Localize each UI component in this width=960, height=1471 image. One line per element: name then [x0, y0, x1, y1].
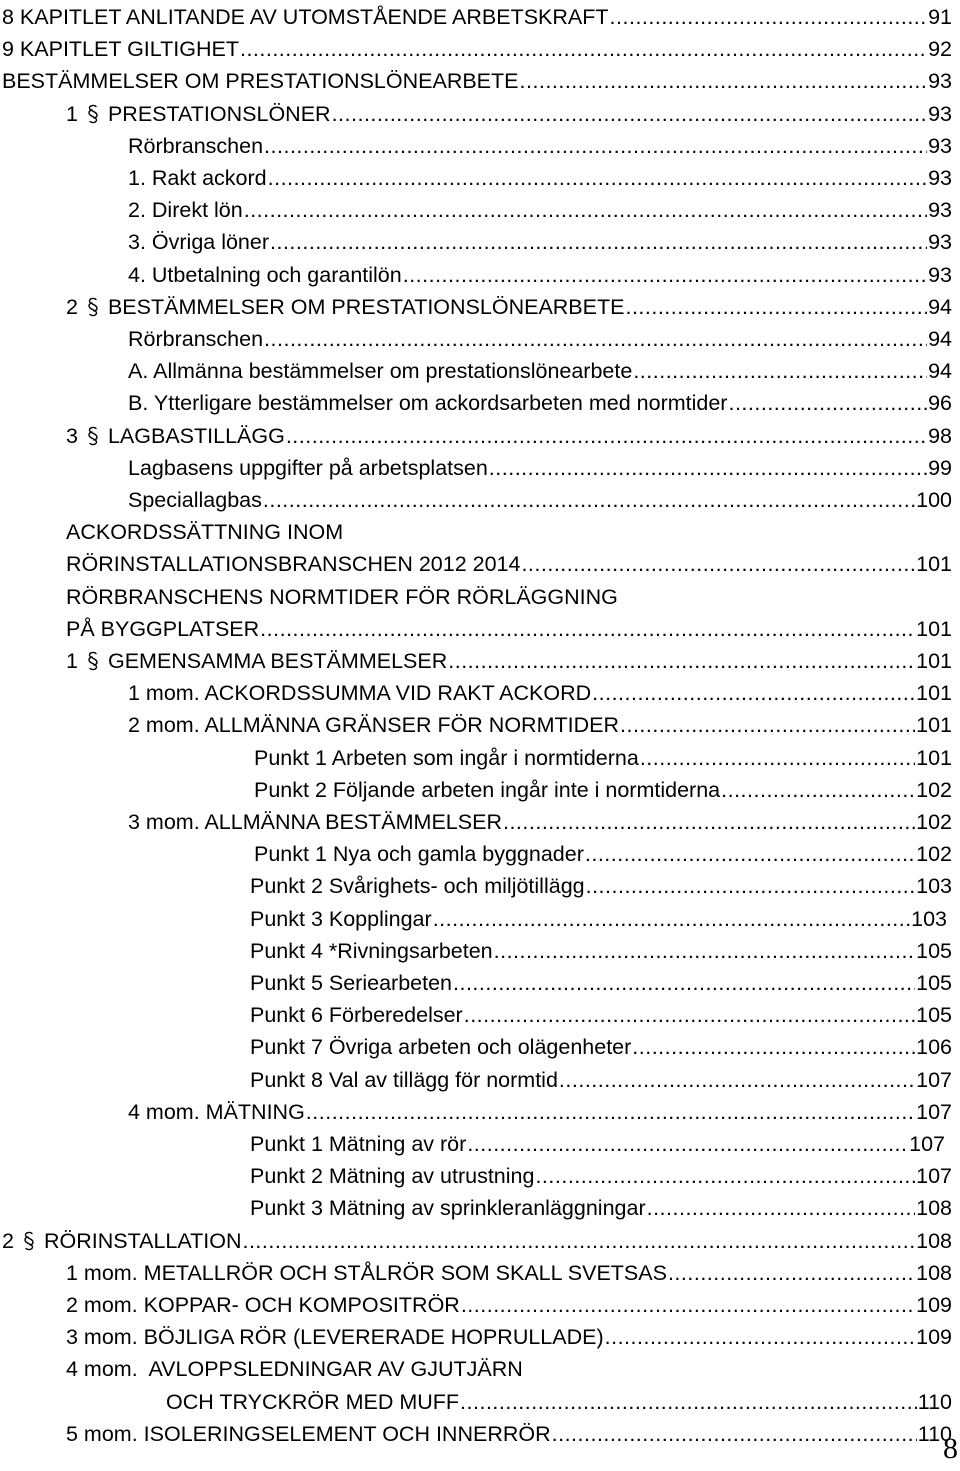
toc-entry — [66, 646, 952, 678]
toc-entry-label — [250, 1000, 463, 1030]
dot-leader — [260, 614, 915, 644]
toc-entry-title: BESTÄMMELSER OM PRESTATIONSLÖNEARBETE — [2, 69, 519, 94]
toc-entry — [66, 1419, 952, 1451]
toc-entry-title: Punkt 3 Kopplingar — [250, 906, 432, 931]
toc-entry-label — [66, 614, 259, 644]
dot-leader — [460, 1387, 917, 1417]
toc-entry — [250, 936, 952, 968]
toc-entry-label — [250, 1129, 466, 1159]
toc-entry — [250, 1129, 945, 1161]
dot-leader — [489, 453, 927, 483]
toc-entry — [254, 839, 952, 871]
toc-entry-title: 4 mom. AVLOPPSLEDNINGAR AV GJUTJÄRN — [66, 1357, 523, 1382]
toc-entry-title: 2. Direkt lön — [128, 198, 243, 223]
dot-leader — [403, 260, 927, 290]
dot-leader — [286, 421, 927, 451]
toc-entry — [166, 1387, 952, 1419]
dot-leader — [632, 1032, 915, 1062]
toc-entry — [128, 131, 952, 163]
toc-entry-label — [66, 1322, 604, 1352]
toc-entry-label — [66, 1290, 460, 1320]
toc-entry — [66, 1290, 952, 1322]
toc-entry-title: Punkt 5 Seriearbeten — [250, 971, 452, 995]
section-sign-icon — [84, 103, 102, 125]
dot-leader — [467, 1129, 908, 1159]
toc-entry — [250, 1193, 952, 1225]
toc-entry-label — [250, 1161, 534, 1191]
toc-entry-label — [250, 871, 585, 901]
toc-entry-label — [2, 1226, 241, 1256]
toc-entry-title: PÅ BYGGPLATSER — [66, 616, 260, 641]
toc-entry — [66, 1322, 952, 1354]
toc-entry — [2, 1226, 952, 1258]
toc-entry-title: Lagbasens uppgifter på arbetsplatsen — [128, 455, 488, 480]
dot-leader — [592, 678, 915, 708]
dot-leader — [620, 710, 915, 740]
toc-entry-label — [128, 678, 591, 708]
dot-leader — [647, 1193, 916, 1223]
toc-entry-label — [128, 807, 502, 837]
toc-entry — [128, 324, 952, 356]
toc-entry — [128, 388, 952, 420]
dot-leader — [306, 1097, 915, 1127]
toc-entry-label — [66, 292, 624, 322]
toc-entry-title: Rörbranschen — [128, 327, 264, 351]
toc-entry — [66, 421, 952, 453]
toc-entry-page: 93 — [928, 166, 952, 190]
dot-leader — [448, 646, 915, 676]
toc-entry-label — [66, 99, 331, 129]
toc-entry-page: 107 — [916, 1164, 952, 1189]
dot-leader — [728, 388, 927, 418]
toc-entry-page: 108 — [916, 1260, 952, 1285]
toc-entry-title: 3 mom. BÖJLIGA RÖR (LEVERERADE HOPRULLADE) — [66, 1325, 604, 1350]
toc-entry-label — [128, 195, 243, 225]
toc-entry — [250, 871, 952, 903]
dot-leader — [263, 485, 915, 515]
toc-entry-page: 109 — [916, 1293, 952, 1317]
toc-entry-page: 110 — [917, 1421, 952, 1446]
toc-entry — [250, 968, 952, 1000]
dot-leader — [535, 1161, 915, 1191]
toc-entry-page: 107 — [909, 1132, 945, 1156]
toc-entry-page: 109 — [916, 1325, 952, 1350]
toc-entry-title: Punkt 2 Följande arbeten ingår inte i normtiderna — [254, 777, 721, 802]
toc-entry-label — [66, 517, 343, 547]
toc-entry-title: PRESTATIONSLÖNER — [107, 101, 331, 126]
toc-entry-page: 93 — [928, 69, 952, 94]
toc-entry-page: 101 — [916, 552, 952, 577]
toc-entry-page: 105 — [916, 1003, 952, 1028]
toc-entry-title: 1 mom. ACKORDSSUMMA VID RAKT ACKORD — [128, 681, 592, 706]
dot-leader — [494, 936, 916, 966]
toc-entry-title: B. Ytterligare bestämmelser om ackordsarbeten med normtider — [128, 391, 728, 416]
toc-entry-label — [166, 1387, 459, 1417]
toc-entry — [250, 1000, 952, 1032]
dot-leader — [264, 324, 927, 354]
toc-entry-label — [254, 775, 720, 805]
toc-entry-page: 92 — [928, 37, 952, 62]
toc-entry-title: RÖRINSTALLATIONSBRANSCHEN 2012 2014 — [66, 552, 521, 577]
toc-entry-title: 2 mom. KOPPAR- OCH KOMPOSITRÖR — [66, 1293, 460, 1317]
toc-entry-label — [128, 163, 267, 193]
toc-entry — [66, 292, 952, 324]
dot-leader — [244, 195, 927, 225]
toc-entry-page: 102 — [916, 810, 952, 834]
dot-leader — [268, 163, 927, 193]
toc-entry-label — [250, 1065, 558, 1095]
dot-leader — [640, 743, 915, 773]
toc-entry — [66, 517, 952, 549]
toc-entry — [66, 99, 952, 131]
toc-entry-page: 101 — [916, 745, 952, 770]
toc-entry-label — [128, 356, 632, 386]
toc-entry-label — [2, 66, 519, 96]
toc-entry — [128, 260, 952, 292]
toc-entry-title: BESTÄMMELSER OM PRESTATIONSLÖNEARBETE — [107, 294, 625, 319]
toc-entry-page: 106 — [916, 1035, 952, 1060]
toc-entry — [128, 453, 952, 485]
toc-entry-title: Punkt 1 Arbeten som ingår i normtiderna — [254, 745, 639, 770]
section-sign-icon — [20, 1230, 38, 1252]
dot-leader — [605, 1322, 915, 1352]
toc-entry-title: RÖRINSTALLATION — [43, 1228, 242, 1253]
toc-entry — [128, 807, 952, 839]
toc-entry-page: 107 — [916, 1067, 952, 1092]
toc-entry — [2, 34, 952, 66]
toc-entry-page: 107 — [916, 1099, 952, 1124]
toc-entry-page: 96 — [928, 391, 952, 416]
toc-entry-page: 105 — [916, 938, 952, 963]
toc-entry-title: Rörbranschen — [128, 133, 264, 158]
toc-entry-number: 1 — [66, 101, 78, 126]
toc-entry-number: 2 — [66, 294, 78, 319]
toc-entry-title: Punkt 4 *Rivningsarbeten — [250, 938, 493, 963]
toc-entry — [2, 2, 952, 34]
toc-entry-page: 105 — [916, 971, 952, 995]
toc-entry-title: 4. Utbetalning och garantilön — [128, 262, 402, 287]
toc-entry-page: 93 — [928, 198, 952, 223]
toc-entry-page: 93 — [928, 101, 952, 126]
toc-entry-page: 108 — [916, 1228, 952, 1253]
toc-entry-title: Punkt 6 Förberedelser — [250, 1003, 463, 1028]
toc-entry-label — [66, 549, 520, 579]
toc-entry-title: 3 mom. ALLMÄNNA BESTÄMMELSER — [128, 810, 502, 834]
dot-leader — [586, 871, 916, 901]
toc-entry-title: 9 KAPITLET GILTIGHET — [2, 37, 239, 62]
dot-leader — [332, 99, 928, 129]
toc-entry-page: 93 — [928, 133, 952, 158]
toc-entry-title: Punkt 8 Val av tillägg för normtid — [250, 1067, 558, 1092]
toc-entry-label — [250, 1032, 631, 1062]
toc-entry-page: 100 — [916, 488, 952, 512]
toc-entry-title: Punkt 7 Övriga arbeten och olägenheter — [250, 1035, 632, 1060]
dot-leader — [270, 227, 927, 257]
dot-leader — [633, 356, 927, 386]
toc-entry-title: 2 mom. ALLMÄNNA GRÄNSER FÖR NORMTIDER — [128, 713, 619, 738]
toc-entry-page: 102 — [916, 777, 952, 802]
toc-entry-title: Punkt 1 Mätning av rör — [250, 1132, 467, 1156]
toc-entry-number: 2 — [2, 1228, 14, 1253]
dot-leader — [668, 1258, 915, 1288]
dot-leader — [552, 1419, 917, 1449]
toc-entry-page: 91 — [928, 5, 952, 29]
toc-entry-title: 5 mom. ISOLERINGSELEMENT OCH INNERRÖR — [66, 1421, 551, 1446]
toc-entry-label — [128, 485, 262, 515]
toc-entry-label — [128, 324, 263, 354]
dot-leader — [585, 839, 915, 869]
dot-leader — [461, 1290, 915, 1320]
toc-entry — [250, 1161, 952, 1193]
toc-entry-title: A. Allmänna bestämmelser om prestationslönearbete — [128, 359, 633, 384]
toc-entry-title: 4 mom. MÄTNING — [128, 1099, 305, 1124]
toc-entry — [250, 904, 947, 936]
toc-entry-label — [66, 421, 285, 451]
toc-entry — [128, 1097, 952, 1129]
toc-entry-label — [128, 227, 269, 257]
dot-leader — [242, 1226, 915, 1256]
dot-leader — [559, 1065, 915, 1095]
page-number: 8 — [943, 1432, 958, 1465]
toc-entry — [128, 678, 952, 710]
toc-entry — [2, 66, 952, 98]
toc-entry-number: 3 — [66, 423, 78, 448]
toc-entry-label — [128, 131, 263, 161]
toc-entry-page: 103 — [911, 906, 947, 931]
toc-entry-page: 98 — [928, 423, 952, 448]
toc-entry — [66, 549, 952, 581]
toc-entry-page: 93 — [928, 262, 952, 287]
toc-entry-label — [254, 743, 639, 773]
dot-leader — [464, 1000, 915, 1030]
toc-entry-label — [66, 1419, 551, 1449]
toc-entry-title: Speciallagbas — [128, 488, 262, 512]
toc-entry-page: 99 — [928, 455, 952, 480]
toc-entry-page: 110 — [917, 1389, 952, 1414]
toc-entry-label — [66, 646, 447, 676]
toc-entry-page: 101 — [916, 616, 952, 641]
toc-entry-title: LAGBASTILLÄGG — [107, 423, 285, 448]
toc-entry-label — [128, 388, 727, 418]
toc-entry-title: 3. Övriga löner — [128, 230, 270, 255]
toc-entry-page: 93 — [928, 230, 952, 255]
toc-entry — [254, 775, 952, 807]
dot-leader — [264, 131, 927, 161]
toc-entry-title: OCH TRYCKRÖR MED MUFF — [166, 1389, 460, 1414]
toc-entry-title: Punkt 2 Svårighets- och miljötillägg — [250, 874, 585, 899]
section-sign-icon — [84, 425, 102, 447]
toc-entry — [66, 614, 952, 646]
toc-entry-label — [128, 1097, 305, 1127]
toc-entry-page: 94 — [928, 294, 952, 319]
toc-entry-label — [66, 582, 618, 612]
toc-entry — [250, 1032, 952, 1064]
toc-entry — [66, 1258, 952, 1290]
toc-entry-label — [254, 839, 584, 869]
toc-entry-page: 102 — [916, 842, 952, 867]
toc-entry-label — [128, 453, 488, 483]
toc-entry-label — [250, 968, 452, 998]
toc-entry-page: 94 — [928, 359, 952, 384]
toc-entry-label — [128, 710, 619, 740]
dot-leader — [721, 775, 915, 805]
toc-entry — [66, 582, 952, 614]
toc-entry-title: Punkt 1 Nya och gamla byggnader — [254, 842, 584, 867]
toc-entry — [254, 743, 952, 775]
toc-entry-title: 8 KAPITLET ANLITANDE AV UTOMSTÅENDE ARBETSKRAFT — [2, 5, 609, 29]
toc-entry — [128, 227, 952, 259]
toc-entry-title: GEMENSAMMA BESTÄMMELSER — [107, 649, 448, 673]
toc-entry-page: 101 — [916, 713, 952, 738]
toc-entry-label — [66, 1354, 523, 1384]
section-sign-icon — [84, 296, 102, 318]
dot-leader — [610, 2, 928, 32]
toc-entry-title: Punkt 2 Mätning av utrustning — [250, 1164, 535, 1189]
toc-entry-page: 94 — [928, 327, 952, 351]
dot-leader — [433, 904, 910, 934]
toc-entry-page: 101 — [916, 681, 952, 706]
toc-entry — [66, 1354, 952, 1386]
toc-entry-title: Punkt 3 Mätning av sprinkleranläggningar — [250, 1196, 646, 1221]
toc-entry-page: 108 — [916, 1196, 952, 1221]
dot-leader — [521, 549, 915, 579]
toc-entry — [128, 710, 952, 742]
toc-entry-title: RÖRBRANSCHENS NORMTIDER FÖR RÖRLÄGGNING — [66, 584, 618, 609]
toc-entry-label — [250, 936, 493, 966]
toc-entry-page: 101 — [916, 649, 952, 673]
toc-entry — [128, 163, 952, 195]
toc-entry-label — [128, 260, 402, 290]
toc-entry-label — [66, 1258, 667, 1288]
toc-entry-label — [250, 904, 432, 934]
dot-leader — [503, 807, 915, 837]
toc-entry — [128, 485, 952, 517]
toc-entry-label — [2, 34, 239, 64]
toc-entry-label — [2, 2, 609, 32]
section-sign-icon — [84, 650, 102, 672]
dot-leader — [240, 34, 927, 64]
toc-entry-title: ACKORDSSÄTTNING INOM — [66, 520, 344, 545]
toc-entry — [250, 1065, 952, 1097]
dot-leader — [453, 968, 915, 998]
toc-entry-number: 1 — [66, 649, 78, 673]
dot-leader — [520, 66, 928, 96]
dot-leader — [625, 292, 927, 322]
toc-entry-title: 1. Rakt ackord — [128, 166, 267, 190]
toc-entry — [128, 195, 952, 227]
toc-entry — [128, 356, 952, 388]
toc-entry-title: 1 mom. METALLRÖR OCH STÅLRÖR SOM SKALL SVETSAS — [66, 1260, 667, 1285]
toc-entry-label — [250, 1193, 646, 1223]
toc-entry-page: 103 — [916, 874, 952, 899]
